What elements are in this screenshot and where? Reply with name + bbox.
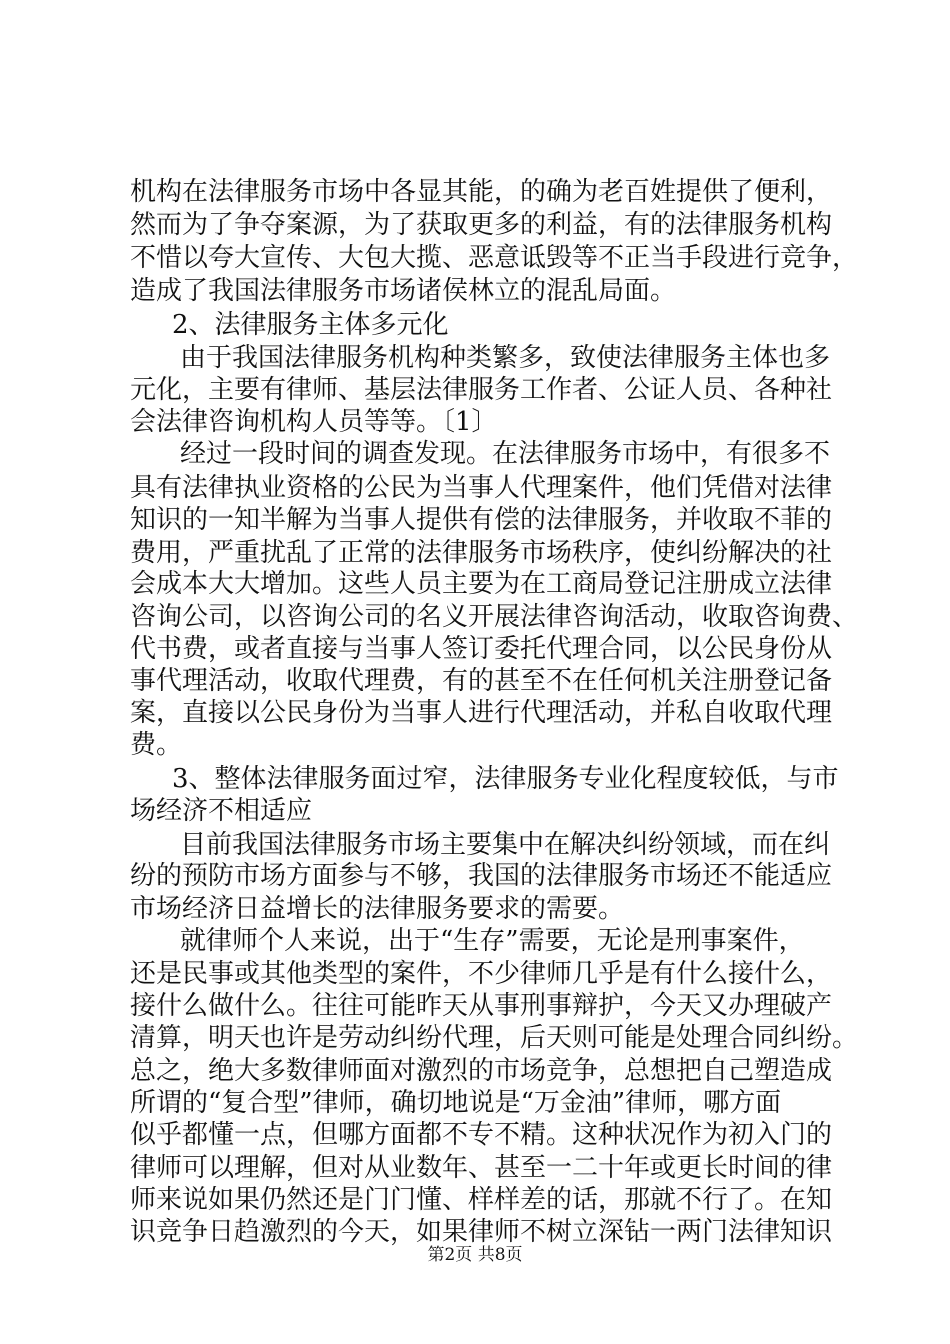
text-line: 元化，主要有律师、基层法律服务工作者、公证人员、各种社 xyxy=(130,375,833,405)
text-line: 目前我国法律服务市场主要集中在解决纠纷领域，而在纠 xyxy=(180,830,831,860)
text-line: 不惜以夸大宣传、大包大揽、恶意诋毁等不正当手段进行竞争， xyxy=(130,243,859,273)
text-line: 机构在法律服务市场中各显其能，的确为老百姓提供了便利， xyxy=(130,177,833,207)
page-number-footer: 第2页 共8页 xyxy=(427,1245,523,1265)
text-line: 市场经济日益增长的法律服务要求的需要。 xyxy=(130,894,625,924)
text-line: 案，直接以公民身份为当事人进行代理活动，并私自收取代理 xyxy=(130,698,833,728)
text-line: 会法律咨询机构人员等等。〔1〕 xyxy=(130,407,498,437)
section-heading: 场经济不相适应 xyxy=(130,796,313,826)
text-line: 造成了我国法律服务市场诸侯林立的混乱局面。 xyxy=(130,276,677,306)
text-line: 律师可以理解，但对从业数年、甚至一二十年或更长时间的律 xyxy=(130,1153,833,1183)
text-line: 费。 xyxy=(130,730,183,760)
text-line: 还是民事或其他类型的案件，不少律师几乎是有什么接什么， xyxy=(130,959,833,989)
text-line: 纷的预防市场方面参与不够，我国的法律服务市场还不能适应 xyxy=(130,861,833,891)
text-line: 费用，严重扰乱了正常的法律服务市场秩序，使纠纷解决的社 xyxy=(130,538,833,568)
text-line: 就律师个人来说，出于“生存”需要，无论是刑事案件， xyxy=(180,926,805,956)
text-line: 然而为了争夺案源，为了获取更多的利益，有的法律服务机构 xyxy=(130,210,833,240)
text-line: 所谓的“复合型”律师，确切地说是“万金油”律师，哪方面 xyxy=(130,1088,782,1118)
text-line: 代书费，或者直接与当事人签订委托代理合同，以公民身份从 xyxy=(130,634,833,664)
text-line: 师来说如果仍然还是门门懂、样样差的话，那就不行了。在知 xyxy=(130,1185,833,1215)
text-line: 由于我国法律服务机构种类繁多，致使法律服务主体也多 xyxy=(180,343,831,373)
text-line: 经过一段时间的调查发现。在法律服务市场中，有很多不 xyxy=(180,439,831,469)
text-line: 总之，绝大多数律师面对激烈的市场竞争，总想把自己塑造成 xyxy=(130,1056,833,1086)
text-line: 识竞争日趋激烈的今天，如果律师不树立深钻一两门法律知识 xyxy=(130,1217,833,1247)
text-line: 清算，明天也许是劳动纠纷代理，后天则可能是处理合同纠纷。 xyxy=(130,1023,859,1053)
text-line: 具有法律执业资格的公民为当事人代理案件，他们凭借对法律 xyxy=(130,473,833,503)
section-heading: 2、法律服务主体多元化 xyxy=(172,310,449,340)
text-line: 似乎都懂一点，但哪方面都不专不精。这种状况作为初入门的 xyxy=(130,1120,833,1150)
text-line: 事代理活动，收取代理费，有的甚至不在任何机关注册登记备 xyxy=(130,666,833,696)
section-heading: 3、整体法律服务面过窄，法律服务专业化程度较低，与市 xyxy=(172,764,839,794)
text-line: 咨询公司，以咨询公司的名义开展法律咨询活动，收取咨询费、 xyxy=(130,602,859,632)
text-line: 会成本大大增加。这些人员主要为在工商局登记注册成立法律 xyxy=(130,569,833,599)
text-line: 知识的一知半解为当事人提供有偿的法律服务，并收取不菲的 xyxy=(130,505,833,535)
text-line: 接什么做什么。往往可能昨天从事刑事辩护，今天又办理破产 xyxy=(130,991,833,1021)
